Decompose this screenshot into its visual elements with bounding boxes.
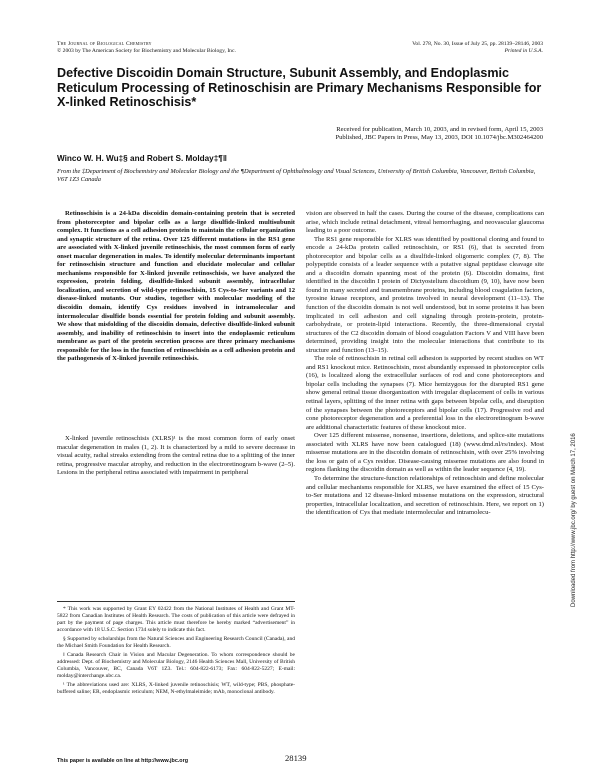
journal-name: The Journal of Biological Chemistry — [57, 41, 152, 47]
body-paragraph: vision are observed in half the cases. During the course of the disease, complications can arise, which include retinal detachment, vitreal hemorrhaging, and neovascular glaucoma leading to a poor outcome. — [306, 210, 544, 235]
copyright-line: © 2003 by The American Society for Biochemistry and Molecular Biology, Inc. — [57, 48, 236, 54]
page-number: 28139 — [285, 753, 307, 763]
footnotes — [57, 606, 295, 698]
footnote-correspondence: ‖ Canada Research Chair in Vision and Macular Degeneration. To whom correspondence should be addressed: Dept. of Biochemistry and Molecular Biology, 2146 Health Sciences Mall, University of British Columbia, Vancouver, BC, Canada V6T 1Z3. Tel.: 604-822-6173; Fax: 604-822-5227; E-mail: molday@interchange.ubc.ca. — [57, 652, 295, 679]
footnote-funding: * This work was supported by Grant EY 02422 from the National Institutes of Health and Grant MT-5822 from Canadian Institutes of Health Research. The costs of publication of this article were defrayed in part by the payment of page charges. This article must therefore be hereby marked “advertisement” in accordance with 18 U.S.C. Section 1734 solely to indicate this fact. — [57, 606, 295, 633]
author-list: Winco W. H. Wu‡§ and Robert S. Molday‡¶‖ — [57, 154, 227, 163]
body-paragraph: Over 125 different missense, nonsense, insertions, deletions, and splice-site mutations associated with XLRS have now been catalogued (18) (www.dmd.nl/rs/index). Most missense mutations are in the discoidin domain of retinoschisin, with over 25% involving the loss or gain of a Cys residue. Disease-causing missense mutations are also found in regions flanking the discoidin domain as well as within the leader sequence (4, 19). — [306, 432, 544, 474]
footer-availability: This paper is available on line at http://www.jbc.org — [57, 758, 188, 764]
footnote-scholarship: § Supported by scholarships from the Natural Sciences and Engineering Research Council (Canada), and the Michael Smith Foundation for Health Research. — [57, 636, 295, 649]
introduction-start — [57, 435, 295, 478]
issue-header — [412, 41, 543, 55]
received-line: Received for publication, March 10, 2003, and in revised form, April 15, 2003 — [336, 126, 543, 133]
printed-line: Printed in U.S.A. — [504, 48, 543, 54]
volume-line: Vol. 278, No. 30, Issue of July 25, pp. 28139–28146, 2003 — [412, 41, 543, 47]
intro-paragraph: X-linked juvenile retinoschisis (XLRS)¹ is the most common form of early onset macular degeneration in males (1, 2). It is characterized by a mild to severe decrease in visual acuity, radial streaks extending from the central retina due to a splitting of the inner retina, progressive macular atrophy, and reduction in the electroretinogram b-wave (2–5). Lesions in the peripheral retina associated with impairment in peripheral — [57, 435, 295, 477]
right-column — [306, 210, 544, 518]
published-line: Published, JBC Papers in Press, May 13, 2003, DOI 10.1074/jbc.M302464200 — [335, 134, 543, 142]
body-paragraph: To determine the structure-function relationships of retinoschisin and define molecular and cellular mechanisms responsible for XLRS, we have examined the effect of 15 Cys-to-Ser mutations and 12 disease-linked missense mutations on the expression, structural properties, intracellular localization, and secretion of retinoschisin. Here, we report on 1) the identification of Cys that mediate intermolecular and intramolecu- — [306, 474, 544, 517]
footnote-divider — [57, 601, 295, 602]
download-watermark-text: Downloaded from http://www.jbc.org/ by guest on March 17, 2016 — [571, 433, 577, 607]
affiliation: From the ‡Department of Biochemistry and Molecular Biology and the ¶Department of Ophthalmology and Visual Sciences, University of British Columbia, Vancouver, British Columbia, V6T 1Z3 Canada — [57, 168, 536, 184]
journal-header — [57, 41, 236, 55]
abstract-text: Retinoschisin is a 24-kDa discoidin domain-containing protein that is secreted from photoreceptor and bipolar cells as a large disulfide-linked multisubunit complex. It functions as a cell adhesion protein to maintain the cellular organization and synaptic structure of the retina. Over 125 different mutations in the RS1 gene are associated with X-linked juvenile retinoschisis, the most common form of early onset macular degeneration in males. To identify molecular determinants important for retinoschisin structure and function and elucidate molecular and cellular mechanisms responsible for X-linked juvenile retinoschisis, we have analyzed the expression, protein folding, disulfide-linked subunit assembly, intracellular localization, and secretion of wild-type retinoschisin, 15 Cys-to-Ser variants and 12 disease-linked mutants. Our studies, together with molecular modeling of the discoidin domain, identify Cys residues involved in intramolecular and intermolecular disulfide bonds essential for protein folding and subunit assembly. We show that misfolding of the discoidin domain, defective disulfide-linked subunit assembly, and inability of retinoschisin to insert into the endoplasmic reticulum membrane as part of the protein secretion process are three primary mechanisms responsible for the loss in the function of retinoschisin as a cell adhesion protein and the pathogenesis of X-linked juvenile retinoschisis. — [57, 210, 295, 363]
abstract — [57, 210, 295, 364]
body-paragraph: The RS1 gene responsible for XLRS was identified by positional cloning and found to encode a 24-kDa protein called retinoschisin, or RS1 (6), that is secreted from photoreceptor and bipolar cells as a disulfide-linked oligomeric complex (7, 8). The polypeptide consists of a leader sequence with a putative signal peptidase cleavage site and a discoidin domain spanning most of the protein (6). Discoidin domains, first identified in the discoidin I protein of Dictyostelium discoidium (9, 10), have now been found in many secreted and transmembrane proteins, including blood coagulation factors, tyrosine kinase receptors, and proteins involved in neural development (11–13). The function of the discoidin domain is not well understood, but in some proteins it has been implicated in cell adhesion and cell signaling through protein-protein, protein-carbohydrate, or protein-lipid interactions. Recently, the three-dimensional crystal structures of the C2 discoidin domain of blood coagulation Factors V and VIII have been determined, providing insight into the molecular interactions that contribute to its structure and function (13–15). — [306, 235, 544, 354]
article-title: Defective Discoidin Domain Structure, Subunit Assembly, and Endoplasmic Reticulum Processing of Retinoschisin are Primary Mechanisms Responsible for X-linked Retinoschisis* — [57, 66, 542, 110]
received-dates — [223, 126, 543, 143]
body-paragraph: The role of retinoschisin in retinal cell adhesion is supported by recent studies on WT and RS1 knockout mice. Retinoschisin, most abundantly expressed in photoreceptor cells (16), is localized along the extracellular surfaces of rod and cone photoreceptors and bipolar cells including the synapses (7). Mice hemizygous for the disrupted RS1 gene show general retinal tissue disorganization with irregular displacement of cells in various retinal layers, splitting of the inner retina with gaps between bipolar cells, and disruption of the synapses between the photoreceptors and bipolar cells (17). Progressive rod and cone photoreceptor degeneration and a preferential loss in the electroretinogram b-wave are additional characteristic features of these knockout mice. — [306, 355, 544, 431]
footnote-abbreviations: ¹ The abbreviations used are: XLRS, X-linked juvenile retinoschisis; WT, wild-type; PBS, phosphate-buffered saline; ER, endoplasmic reticulum; NEM, N-ethylmaleimide; mAb, monoclonal antibody. — [57, 682, 295, 695]
